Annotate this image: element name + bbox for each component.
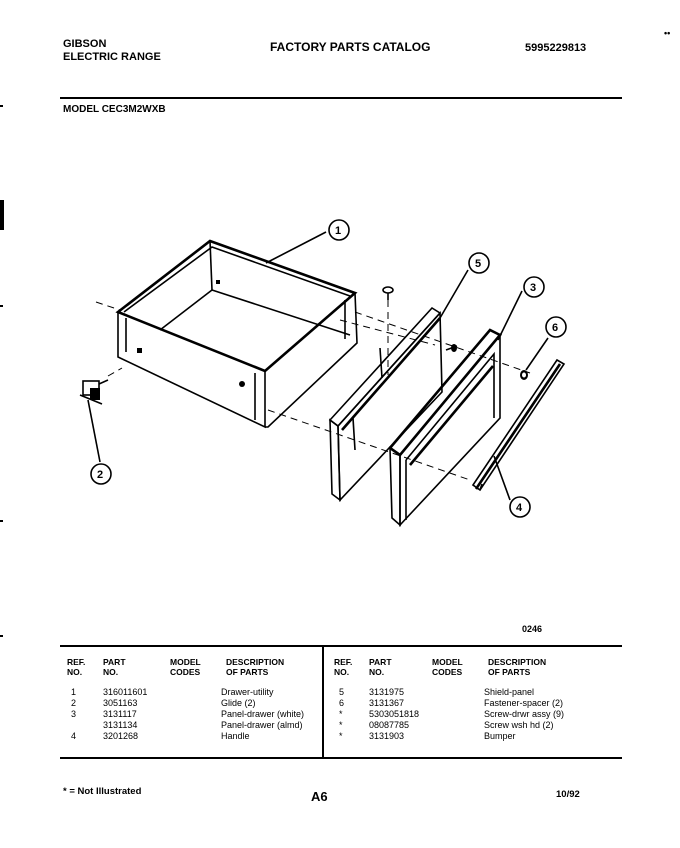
table-row: * 5303051818 Screw-drwr assy (9) [339, 709, 565, 719]
drawer-panel-drawing [390, 330, 500, 525]
catalog-title: FACTORY PARTS CATALOG [270, 40, 431, 54]
not-illustrated-note: * = Not Illustrated [63, 786, 142, 797]
fastener-spacer-drawing [520, 370, 528, 380]
parts-list-right [324, 687, 622, 742]
table-row: * 08087785 Screw wsh hd (2) [339, 720, 554, 730]
header-ref-no: REF. NO. [67, 657, 86, 677]
header-description: DESCRIPTION OF PARTS [226, 657, 285, 677]
callout-1 [329, 220, 349, 240]
handle-drawing [473, 360, 564, 490]
callout-6-label: 6 [552, 322, 559, 334]
table-row: 3 3131117 Panel-drawer (white) [71, 709, 305, 719]
drawer-utility-drawing [118, 241, 357, 427]
corner-mark: •• [664, 28, 671, 38]
screw-drawing [383, 287, 393, 300]
shield-panel-drawing [330, 308, 442, 500]
table-row: * 3131903 Bumper [339, 731, 516, 741]
header-model-codes: MODEL CODES [170, 657, 201, 677]
table-row: 6 3131367 Fastener-spacer (2) [339, 698, 564, 708]
glide-drawing [80, 380, 108, 404]
header-part-no: PART NO. [103, 657, 126, 677]
table-bottom-rule [60, 757, 622, 759]
table-top-rule [60, 645, 622, 647]
header-ref-no: REF. NO. [334, 657, 353, 677]
header-description: DESCRIPTION OF PARTS [488, 657, 547, 677]
model-label: MODEL CEC3M2WXB [63, 104, 166, 115]
header-part-no: PART NO. [369, 657, 392, 677]
catalog-number: 5995229813 [525, 42, 587, 54]
brand-name: GIBSON [63, 38, 107, 50]
revision-date: 10/92 [556, 789, 580, 800]
callout-3 [524, 277, 544, 297]
callout-5 [469, 253, 489, 273]
callout-5-label: 5 [475, 258, 482, 270]
figure-code: 0246 [522, 624, 543, 634]
page-code: A6 [311, 789, 328, 804]
table-row: 3131134 Panel-drawer (almd) [103, 720, 303, 730]
callout-2 [91, 464, 111, 484]
product-name: ELECTRIC RANGE [63, 51, 161, 63]
table-row: 2 3051163 Glide (2) [71, 698, 256, 708]
table-row: 5 3131975 Shield-panel [339, 687, 535, 697]
parts-list-left [60, 687, 322, 742]
callout-2-label: 2 [97, 469, 104, 481]
header-model-codes: MODEL CODES [432, 657, 463, 677]
callout-4 [510, 497, 530, 517]
table-row: 1 316011601 Drawer-utility [71, 687, 274, 697]
callout-6 [546, 317, 566, 337]
callout-1-label: 1 [335, 225, 342, 237]
callout-3-label: 3 [530, 282, 537, 294]
table-row: 4 3201268 Handle [71, 731, 250, 741]
callout-4-label: 4 [516, 502, 523, 514]
